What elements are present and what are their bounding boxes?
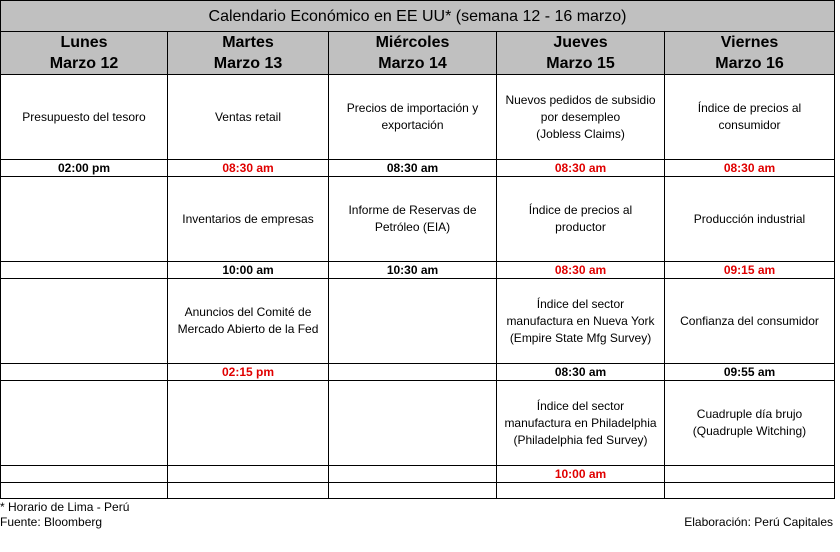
time-row xyxy=(1,262,835,279)
title-row xyxy=(1,1,835,32)
time-cell: 09:15 am xyxy=(665,262,835,279)
event-cell xyxy=(497,177,665,262)
event-text: Anuncios del Comité de xyxy=(184,305,312,319)
day-date: Marzo 16 xyxy=(715,55,784,72)
day-header xyxy=(168,32,329,75)
blank-cell xyxy=(329,483,497,499)
event-cell xyxy=(1,177,168,262)
event-row xyxy=(1,381,835,466)
blank-cell xyxy=(665,483,835,499)
event-cell xyxy=(665,279,835,364)
event-text: Índice de precios al xyxy=(528,203,633,217)
time-cell: 09:55 am xyxy=(665,364,835,381)
day-header xyxy=(497,32,665,75)
event-text: Producción industrial xyxy=(693,211,806,226)
event-cell xyxy=(1,75,168,160)
event-cell xyxy=(329,75,497,160)
time-cell: 10:00 am xyxy=(497,466,665,483)
event-text: por desempleo xyxy=(540,109,621,124)
time-cell: 02:00 pm xyxy=(1,160,168,177)
time-row xyxy=(1,364,835,381)
day-header-row xyxy=(1,32,835,75)
event-text: Índice del sector xyxy=(536,398,625,413)
event-text: Petróleo (EIA) xyxy=(374,220,451,234)
blank-row xyxy=(1,483,835,499)
blank-cell xyxy=(168,483,329,499)
day-date: Marzo 13 xyxy=(213,55,283,72)
event-cell xyxy=(329,279,497,364)
event-text: (Empire State Mfg Survey) xyxy=(509,330,652,345)
time-cell: 08:30 am xyxy=(168,160,329,177)
blank-cell xyxy=(497,483,665,499)
event-text: Confianza del consumidor xyxy=(680,313,819,328)
time-cell: 10:30 am xyxy=(329,262,497,279)
footer xyxy=(0,500,834,530)
time-cell xyxy=(168,466,329,483)
time-row xyxy=(1,466,835,483)
day-date: Marzo 15 xyxy=(546,55,615,72)
event-text: manufactura en Philadelphia xyxy=(504,415,657,430)
event-text: (Philadelphia fed Survey) xyxy=(513,432,648,447)
day-name: Lunes xyxy=(60,34,108,51)
blank-cell xyxy=(1,483,168,499)
source-note: Fuente: Bloomberg xyxy=(0,515,103,529)
event-cell xyxy=(497,279,665,364)
timezone-note: * Horario de Lima - Perú xyxy=(0,500,130,514)
time-cell: 08:30 am xyxy=(665,160,835,177)
event-cell xyxy=(329,381,497,466)
event-text: productor xyxy=(555,220,606,234)
time-cell: 08:30 am xyxy=(497,262,665,279)
time-cell xyxy=(329,466,497,483)
time-cell xyxy=(1,364,168,381)
event-text: Cuadruple día brujo xyxy=(696,407,803,421)
day-date: Marzo 12 xyxy=(49,55,119,72)
time-cell xyxy=(1,262,168,279)
event-row xyxy=(1,75,835,160)
time-cell: 08:30 am xyxy=(329,160,497,177)
time-cell xyxy=(329,364,497,381)
event-text: Nuevos pedidos de subsidio xyxy=(505,92,656,107)
credit-note: Elaboración: Perú Capitales xyxy=(684,515,833,529)
event-text: Precios de importación y xyxy=(346,101,479,115)
day-name: Martes xyxy=(222,34,274,51)
event-text: Informe de Reservas de xyxy=(348,203,477,217)
event-cell xyxy=(665,75,835,160)
calendar-title: Calendario Económico en EE UU* (semana 12 - 16 marzo) xyxy=(1,1,835,32)
event-text: consumidor xyxy=(718,118,781,132)
time-cell xyxy=(665,466,835,483)
event-cell xyxy=(1,381,168,466)
day-header xyxy=(329,32,497,75)
event-text: Índice de precios al xyxy=(697,101,802,115)
event-cell xyxy=(168,381,329,466)
event-cell xyxy=(497,381,665,466)
event-cell xyxy=(168,279,329,364)
event-cell xyxy=(168,75,329,160)
event-cell xyxy=(329,177,497,262)
event-text: (Jobless Claims) xyxy=(536,126,625,141)
event-text: manufactura en Nueva York xyxy=(506,313,655,328)
event-text: Índice del sector xyxy=(536,296,625,311)
time-cell: 02:15 pm xyxy=(168,364,329,381)
day-header xyxy=(665,32,835,75)
day-name: Miércoles xyxy=(375,34,450,51)
event-cell xyxy=(168,177,329,262)
time-cell: 10:00 am xyxy=(168,262,329,279)
day-header xyxy=(1,32,168,75)
event-text: Inventarios de empresas xyxy=(182,211,314,226)
event-text: Ventas retail xyxy=(214,109,282,124)
time-cell: 08:30 am xyxy=(497,160,665,177)
day-name: Jueves xyxy=(553,34,608,51)
day-name: Viernes xyxy=(720,34,779,51)
event-cell xyxy=(665,177,835,262)
day-date: Marzo 14 xyxy=(378,55,447,72)
event-text: Mercado Abierto de la Fed xyxy=(177,322,319,336)
event-row xyxy=(1,177,835,262)
time-cell: 08:30 am xyxy=(497,364,665,381)
event-cell xyxy=(497,75,665,160)
time-cell xyxy=(1,466,168,483)
event-cell xyxy=(665,381,835,466)
event-text: (Quadruple Witching) xyxy=(692,424,807,438)
event-cell xyxy=(1,279,168,364)
event-text: Presupuesto del tesoro xyxy=(22,109,146,124)
time-row xyxy=(1,160,835,177)
event-text: exportación xyxy=(381,118,444,132)
event-row xyxy=(1,279,835,364)
